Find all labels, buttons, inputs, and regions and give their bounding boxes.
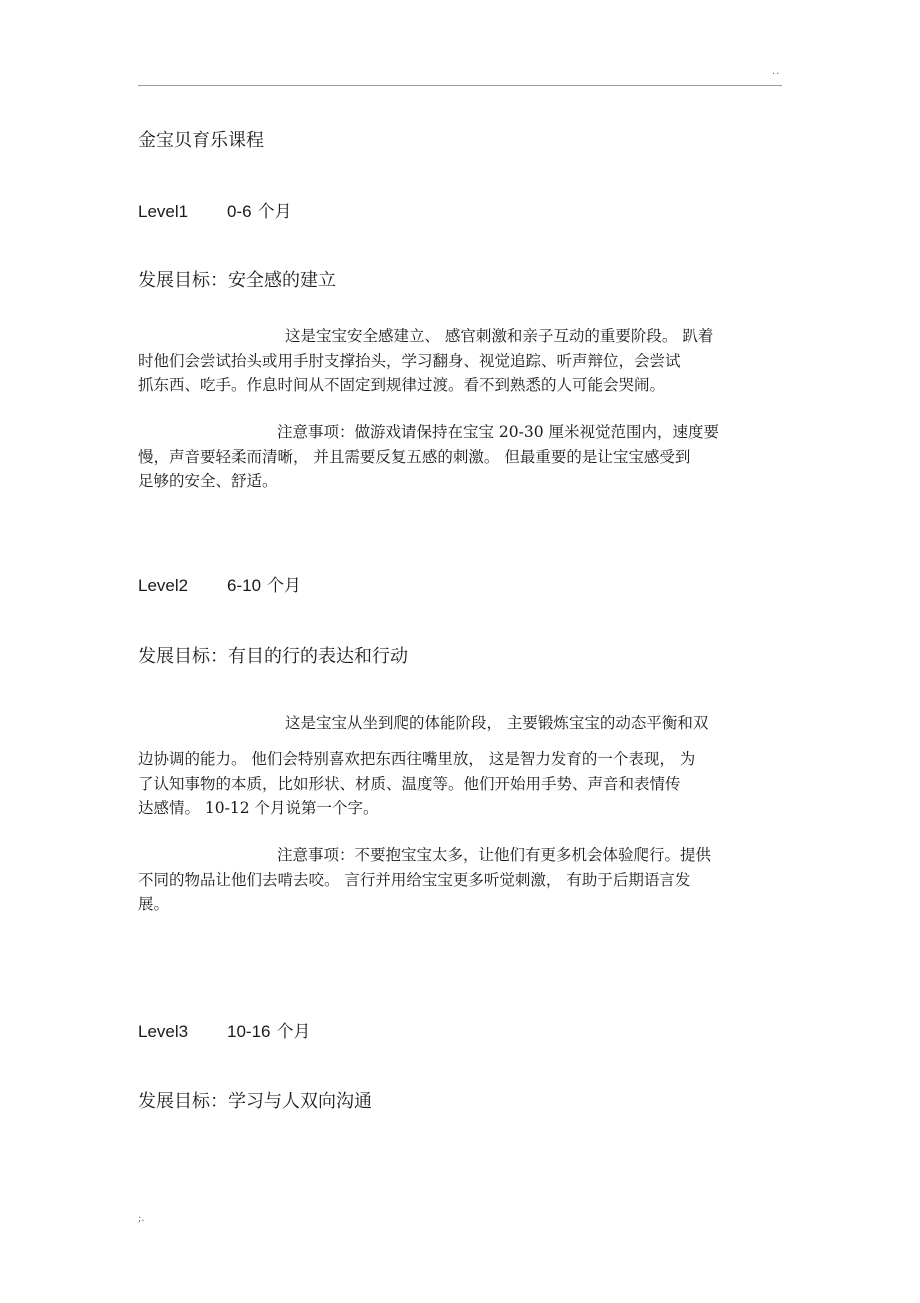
level1-description	[138, 324, 778, 398]
level2-description	[138, 747, 778, 821]
paragraph-line: 慢，声音要轻柔而清晰， 并且需要反复五感的刺激。 但最重要的是让宝宝感受到	[138, 447, 691, 466]
level3-heading	[138, 1017, 310, 1042]
level-name: Level3	[138, 1022, 189, 1041]
level-range: 6-10	[227, 576, 262, 595]
level-unit: 个月	[267, 576, 302, 596]
level1-heading	[138, 197, 292, 222]
paragraph-line: 这是宝宝从坐到爬的体能阶段， 主要锻炼宝宝的动态平衡和双	[285, 714, 709, 732]
level-name: Level1	[138, 202, 189, 221]
level2-description-lead	[138, 711, 778, 736]
level1-notes	[138, 420, 778, 494]
paragraph-line: 注意事项：做游戏请保持在宝宝 20-30 厘米视觉范围内，速度要	[277, 423, 720, 441]
footer-mark: ;.	[138, 1213, 145, 1224]
level2-goal: 发展目标：有目的行的表达和行动	[138, 646, 408, 667]
paragraph-line: 不同的物品让他们去啃去咬。 言行并用给宝宝更多听觉刺激， 有助于后期语言发	[138, 870, 691, 889]
level-name: Level2	[138, 576, 189, 595]
level3-goal: 发展目标：学习与人双向沟通	[138, 1091, 372, 1112]
paragraph-line: 抓东西、吃手。作息时间从不固定到规律过渡。看不到熟悉的人可能会哭闹。	[138, 376, 666, 394]
level-range: 10-16	[227, 1022, 271, 1041]
paragraph-line: 注意事项：不要抱宝宝太多，让他们有更多机会体验爬行。提供	[277, 846, 712, 864]
header-rule	[138, 85, 782, 86]
level-unit: 个月	[276, 1022, 311, 1042]
level1-goal: 发展目标：安全感的建立	[138, 270, 336, 291]
level-unit: 个月	[257, 202, 292, 222]
paragraph-line: 展。	[138, 895, 170, 913]
level-range: 0-6	[227, 202, 252, 221]
paragraph-line: 了认知事物的本质，比如形状、材质、温度等。他们开始用手势、声音和表情传	[138, 774, 681, 793]
header-dots: ..	[772, 66, 781, 77]
paragraph-line: 时他们会尝试抬头或用手肘支撑抬头，学习翻身、视觉追踪、听声辩位，会尝试	[138, 351, 681, 370]
level2-heading	[138, 571, 301, 596]
paragraph-line: 足够的安全、舒适。	[138, 472, 278, 490]
paragraph-line: 达感情。 10-12 个月说第一个字。	[138, 799, 379, 817]
level2-notes	[138, 843, 778, 917]
paragraph-line: 边协调的能力。 他们会特别喜欢把东西往嘴里放， 这是智力发育的一个表现， 为	[138, 750, 696, 768]
document-title: 金宝贝育乐课程	[138, 130, 264, 151]
paragraph-line: 这是宝宝安全感建立、 感官刺激和亲子互动的重要阶段。 趴着	[285, 327, 714, 345]
